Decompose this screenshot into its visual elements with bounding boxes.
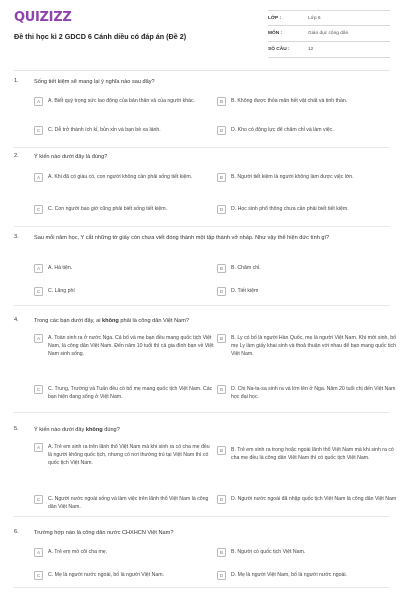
option-letter: D [217,385,226,394]
option-d[interactable] [217,287,397,296]
option-text: A. Trẻ em sinh ra trên lãnh thổ Việt Nam mà khi sinh ra có cha mẹ đều là người không quốc tịch, nhưng có nơi thường trú tại Việt Nam thì có quốc tịch Việt Nam. [48,444,210,467]
option-b[interactable] [217,173,397,182]
option-text: C. Dễ trở thành ích kỉ, bủn xỉn và bạn bè xa lánh. [48,127,161,133]
option-letter: B [217,97,226,106]
option-a[interactable] [34,443,214,467]
option-b[interactable] [217,264,397,273]
question-number: 1. [14,78,19,84]
question-number: 2. [14,153,19,159]
option-letter: D [217,571,226,580]
question-divider [14,147,390,148]
option-text: A. Toàn sinh ra ở nước Nga. Cả bố và mẹ bạn đều mang quốc tịch Việt Nam, là công dân Việt Nam. Đến năm 10 tuổi thì cả gia đình bạn về Việt Nam sinh sống. [48,335,214,358]
option-text: D. Tiết kiệm [231,288,259,294]
option-letter: A [34,264,43,273]
option-text: C. Lãng phí [48,288,75,294]
question-divider [14,305,390,306]
option-text: B. Người tiết kiệm là người không làm được việc lớn. [231,174,354,180]
question-text-start: Trong các bạn dưới đây, ai [34,318,103,324]
option-text: B. Người có quốc tịch Việt Nam. [231,549,306,555]
meta-row-class [268,10,390,26]
question-number: 6. [14,529,19,535]
option-d[interactable] [217,385,397,401]
option-c[interactable] [34,385,214,401]
option-text: D. Chị Na-ta-sa sinh ra và lớn lên ở Nga. Năm 20 tuổi chị đến Việt Nam học đại học. [231,386,396,401]
option-letter: B [217,446,226,455]
option-text: C. Trung, Trường và Tuấn đều có bố mẹ mang quốc tịch Việt Nam. Các bạn hiện đang sống ở Việt Nam. [48,386,213,401]
option-text: B. Ly có bố là người Hàn Quốc, mẹ là người Việt Nam. Khi mới sinh, bố mẹ Ly làm giấy khai sinh và thoả thuận với nhau để bạn mang quốc tịch Việt Nam. [231,335,397,358]
question-divider [14,412,390,413]
option-letter: D [217,495,226,504]
question-text [34,426,390,434]
meta-row-subject [268,26,390,42]
option-text: C. Người nước ngoài sống và làm việc trên lãnh thổ Việt Nam là công dân Việt Nam. [48,496,209,511]
option-a[interactable] [34,334,214,358]
header-divider [14,70,390,71]
question-number: 3. [14,234,19,240]
question-divider [14,516,390,517]
option-letter: C [34,287,43,296]
option-c[interactable] [34,126,214,135]
option-text: B. Không được thỏa mãn hết vật chất và tinh thần. [231,98,348,104]
question-text: Sau mỗi năm học, Y cắt những tờ giấy còn chưa viết đóng thành một tập thành vở nháp. Như vậy thể hiện đức tính gì? [34,235,330,241]
option-text: A. Biết quý trọng sức lao động của bản thân và của người khác. [48,98,196,104]
worksheet-header [0,0,400,70]
meta-value: 12 [308,47,314,52]
option-letter: B [217,334,226,343]
option-d[interactable] [217,495,397,504]
option-b[interactable] [217,446,397,462]
question-text-end: đúng? [102,427,120,433]
question-text: Ý kiến nào dưới đây là đúng? [34,154,108,160]
option-text: A. Hà tiện. [48,265,73,271]
option-letter: C [34,205,43,214]
option-letter: A [34,334,43,343]
page-title: Đề thi học kì 2 GDCD 6 Cánh diều có đáp án (Đề 2) [14,32,187,41]
option-d[interactable] [217,571,397,580]
option-b[interactable] [217,334,397,358]
meta-value: Giáo dục công dân [308,31,349,36]
option-letter: B [217,548,226,557]
question-text-emphasis: không [85,427,103,433]
option-a[interactable] [34,548,214,557]
option-text: B. Trẻ em sinh ra trong hoặc ngoài lãnh thổ Việt Nam mà khi sinh ra có cha mẹ đều là công dân Việt Nam thì có quốc tịch Việt Nam. [231,447,394,462]
quizizz-logo: QUIZIZZ [14,10,72,25]
option-c[interactable] [34,205,214,214]
option-text: B. Chăm chỉ. [231,265,261,271]
option-c[interactable] [34,571,214,580]
option-b[interactable] [217,97,397,106]
question-text [34,317,390,325]
question-number: 4. [14,317,19,323]
option-letter: D [217,205,226,214]
option-text: D. Mẹ là người Việt Nam, bố là người nước ngoài. [231,572,347,578]
option-letter: D [217,126,226,135]
question-divider [14,587,390,588]
meta-table [268,10,390,58]
option-letter: D [217,287,226,296]
option-letter: B [217,264,226,273]
option-text: A. Trẻ em mồ côi cha mẹ. [48,549,108,555]
option-letter: C [34,495,43,504]
option-a[interactable] [34,97,214,106]
option-letter: A [34,97,43,106]
option-letter: A [34,443,43,452]
option-c[interactable] [34,287,214,296]
option-d[interactable] [217,205,397,214]
question-number: 5. [14,426,19,432]
option-letter: C [34,571,43,580]
option-c[interactable] [34,495,214,511]
meta-label: LỚP : [268,15,282,21]
option-b[interactable] [217,548,397,557]
question-text-emphasis: không [102,318,119,324]
option-text: C. Mẹ là người nước ngoài, bố là người Việt Nam. [48,572,164,578]
meta-row-count [268,42,390,58]
question-text: Sống tiết kiệm sẽ mang lại ý nghĩa nào sau đây? [34,79,155,85]
question-text-end: phải là công dân Việt Nam? [118,318,190,324]
option-a[interactable] [34,264,214,273]
question-divider [14,226,390,227]
option-text: A. Khi đã có giàu có, con người không cần phải sống tiết kiệm. [48,174,193,180]
option-letter: C [34,385,43,394]
option-letter: C [34,126,43,135]
question-text: Trường hợp nào là công dân nước CHXHCN Việt Nam? [34,530,174,536]
option-text: C. Con người bao giờ cũng phải biết sống tiết kiệm. [48,206,167,212]
option-letter: A [34,173,43,182]
option-text: D. Người nước ngoài đã nhập quốc tịch Việt Nam là công dân Việt Nam [231,496,397,502]
option-letter: A [34,548,43,557]
meta-label: SỐ CÂU : [268,47,290,52]
option-a[interactable] [34,173,214,182]
option-text: D. Học sinh phổ thông chưa cần phải biết tiết kiệm. [231,206,349,212]
option-d[interactable] [217,126,397,135]
meta-label: MÔN : [268,31,283,36]
meta-value: Lớp 6 [308,15,321,21]
question-text-start: Ý kiến nào dưới đây [34,427,86,433]
option-letter: B [217,173,226,182]
option-text: D. Kho có động lực để chăm chỉ và làm việc. [231,127,334,133]
